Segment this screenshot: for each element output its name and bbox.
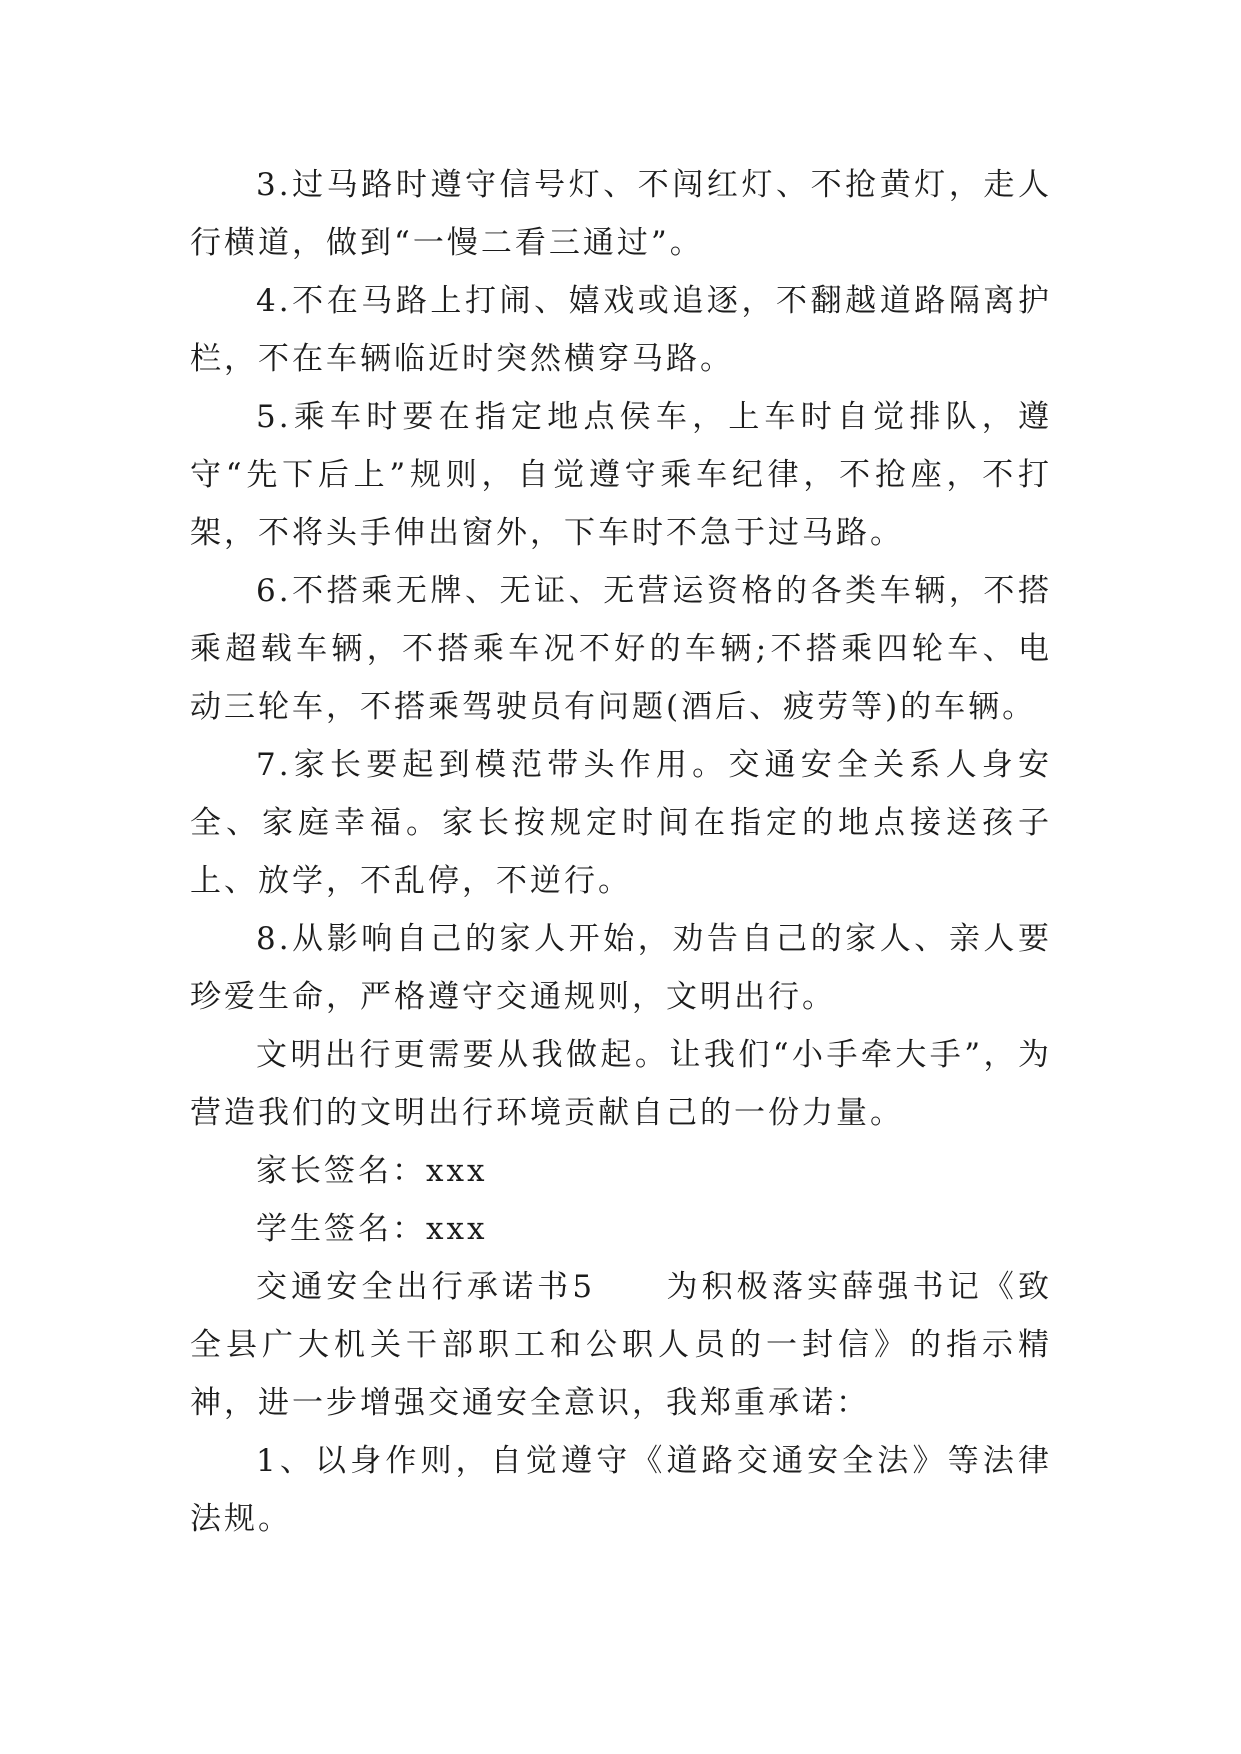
paragraph-rule-3: 3.过马路时遵守信号灯、不闯红灯、不抢黄灯，走人行横道，做到“一慢二看三通过”。 — [190, 167, 1052, 261]
paragraph-rule-4: 4.不在马路上打闹、嬉戏或追逐，不翻越道路隔离护栏，不在车辆临近时突然横穿马路。 — [190, 283, 1052, 377]
paragraph-rule-8: 8.从影响自己的家人开始，劝告自己的家人、亲人要珍爱生命，严格遵守交通规则，文明出行。 — [190, 921, 1052, 1015]
student-signature-line: 学生签名：xxx — [256, 1211, 488, 1247]
paragraph-rule-5: 5.乘车时要在指定地点侯车，上车时自觉排队，遵守“先下后上”规则，自觉遵守乘车纪律，不抢座，不打架，不将头手伸出窗外，下车时不急于过马路。 — [190, 399, 1052, 551]
paragraph-rule-6: 6.不搭乘无牌、无证、无营运资格的各类车辆，不搭乘超载车辆，不搭乘车况不好的车辆;不搭乘四轮车、电动三轮车，不搭乘驾驶员有问题(酒后、疲劳等)的车辆。 — [190, 573, 1052, 725]
document-body — [190, 156, 1052, 1548]
paragraph-pledge-5-intro: 交通安全出行承诺书5 为积极落实薛强书记《致全县广大机关干部职工和公职人员的一封信》的指示精神，进一步增强交通安全意识，我郑重承诺： — [190, 1269, 1052, 1421]
paragraph-rule-7: 7.家长要起到模范带头作用。交通安全关系人身安全、家庭幸福。家长按规定时间在指定的地点接送孩子上、放学，不乱停，不逆行。 — [190, 747, 1052, 899]
paragraph-pledge-item-1: 1、以身作则，自觉遵守《道路交通安全法》等法律法规。 — [190, 1443, 1052, 1537]
paragraph-closing: 文明出行更需要从我做起。让我们“小手牵大手”，为营造我们的文明出行环境贡献自己的一份力量。 — [190, 1037, 1052, 1131]
parent-signature-line: 家长签名：xxx — [256, 1153, 488, 1189]
